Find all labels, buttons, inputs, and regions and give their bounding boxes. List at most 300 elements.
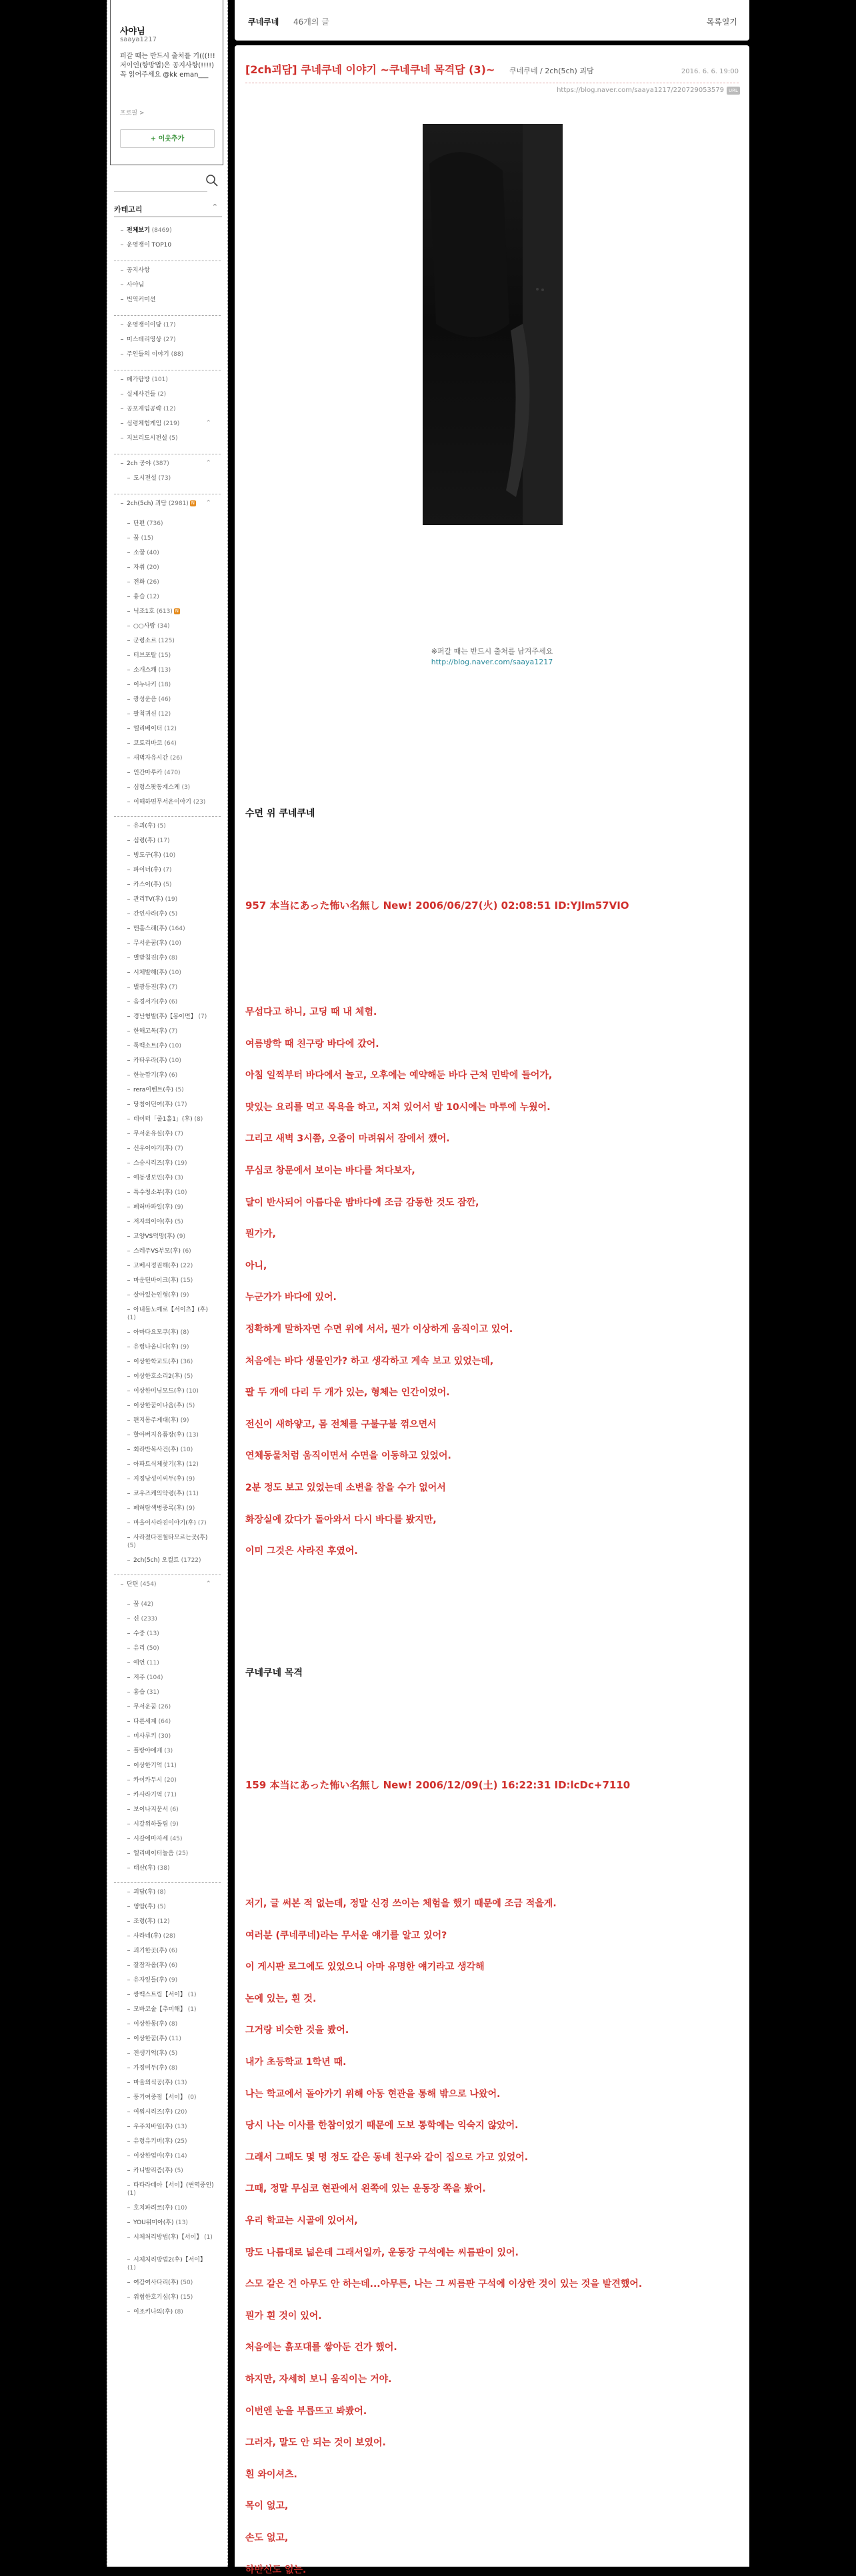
sidebar-category-item[interactable] <box>127 593 159 601</box>
bullet-icon <box>127 1265 130 1266</box>
sidebar-category-item[interactable] <box>127 1130 183 1138</box>
sidebar-category-label: 흉습 <box>133 1689 145 1696</box>
bullet-icon <box>127 972 130 973</box>
sidebar-category-label: 빙도구(후) <box>133 852 161 859</box>
sidebar-category-item[interactable] <box>121 281 144 289</box>
sidebar-category-label: 마을외식공(후) <box>133 2080 173 2086</box>
story-line: 화장실에 갔다가 돌아와서 다시 바다를 봤지만, <box>245 1514 437 1525</box>
sidebar-category-item[interactable] <box>121 1581 156 1589</box>
sidebar-category-label: 카니발리즘(후) <box>133 2168 173 2174</box>
sidebar-category-count: (15) <box>158 652 171 659</box>
sidebar-category-item[interactable] <box>127 2108 187 2116</box>
chevron-up-icon[interactable]: ⌃ <box>206 1581 211 1587</box>
post-photo[interactable] <box>423 124 563 525</box>
sidebar-category-item[interactable] <box>127 896 177 904</box>
sidebar-category-item[interactable] <box>127 1417 189 1425</box>
category-header-label: 카테고리 <box>114 205 143 214</box>
copy-url-button[interactable]: URL <box>727 87 740 95</box>
sidebar-category-count: (11) <box>169 2036 181 2042</box>
sidebar-category-count: (8) <box>169 955 178 962</box>
sidebar-category-count: (5) <box>186 1403 195 1409</box>
sidebar-category-item[interactable] <box>127 2182 214 2198</box>
bullet-icon <box>127 1332 130 1333</box>
sidebar-category-item[interactable] <box>127 1277 193 1285</box>
sidebar-category-item[interactable] <box>127 666 171 674</box>
sidebar-category-item[interactable] <box>127 1189 187 1197</box>
sidebar-category-label: 다른세계 <box>133 1718 157 1725</box>
sidebar-category-item[interactable] <box>127 2035 181 2043</box>
sidebar-category-item[interactable] <box>127 1042 181 1050</box>
sidebar-category-item[interactable] <box>127 2204 187 2212</box>
story-line: 무심코 창문에서 보이는 바다를 쳐다보자, <box>245 1165 415 1176</box>
sidebar-category-item[interactable] <box>127 1718 171 1726</box>
bullet-icon <box>127 567 130 568</box>
sidebar-category-count: (50) <box>147 1645 159 1652</box>
sidebar-category-item[interactable] <box>127 925 185 933</box>
bullet-icon <box>127 523 130 524</box>
sidebar-category-item[interactable] <box>127 1976 177 1984</box>
story-line: 2분 정도 보고 있었는데 소변을 참을 수가 없어서 <box>245 1483 446 1493</box>
sidebar-category-count: (9) <box>175 1204 183 1211</box>
sidebar-category-count: (10) <box>169 969 181 976</box>
sidebar-category-count: (73) <box>158 475 171 482</box>
sidebar-category-item[interactable] <box>127 1431 199 1439</box>
sidebar-category-count: (736) <box>147 520 163 527</box>
bullet-icon <box>127 2282 130 2283</box>
sidebar-category-item[interactable] <box>127 1071 177 1079</box>
sidebar-category-label: 유괴(후) <box>133 823 156 830</box>
sidebar-category-item[interactable] <box>127 637 175 645</box>
sidebar-category-item[interactable] <box>127 969 181 977</box>
bullet-icon <box>127 1405 130 1406</box>
sidebar-category-count: (12) <box>147 594 159 600</box>
sidebar-category-item[interactable] <box>127 1174 183 1182</box>
sidebar-category-item[interactable] <box>127 754 183 762</box>
profile-nickname[interactable]: 사야님 <box>120 27 145 37</box>
bullet-icon <box>127 2185 130 2186</box>
sidebar-category-item[interactable] <box>121 405 176 413</box>
sidebar-category-count: (10) <box>180 1447 193 1453</box>
sidebar-category-item[interactable] <box>127 1461 199 1469</box>
sidebar-category-label: 괴기한곳(후) <box>133 1948 167 1954</box>
story-line: 당시 나는 이사를 한참이었기 때문에 도보 통학에는 익숙지 않았어. <box>245 2120 519 2132</box>
sidebar-category-item[interactable] <box>127 1864 169 1872</box>
sidebar-category-item[interactable] <box>121 434 177 442</box>
sidebar-category-count: (20) <box>147 564 159 571</box>
add-neighbor-button[interactable]: + 이웃추가 <box>120 129 215 148</box>
sidebar-category-item[interactable] <box>127 798 205 806</box>
sidebar-category-item[interactable] <box>127 1747 173 1755</box>
sidebar-category-count: (8) <box>157 1889 166 1896</box>
story-line: 저기, 글 써본 적 없는데, 정말 신경 쓰이는 체험을 했기 때문에 조금 적을게. <box>245 1898 557 1909</box>
bullet-icon <box>127 1750 130 1751</box>
category-header[interactable] <box>114 204 222 216</box>
sidebar-category-label: 폐허마파일(후) <box>133 1204 173 1211</box>
sidebar-category-item[interactable] <box>127 1159 187 1167</box>
sidebar-category-item[interactable] <box>127 520 163 528</box>
bullet-icon <box>127 2126 130 2127</box>
sidebar-category-item[interactable] <box>127 1115 203 1123</box>
sidebar-category-label: 시체발해(후) <box>133 969 167 976</box>
sidebar-category-item[interactable] <box>127 1306 214 1322</box>
sidebar-category-item[interactable] <box>127 1991 196 1999</box>
post-url[interactable]: https://blog.naver.com/saaya1217/220729053579 <box>557 87 724 94</box>
sidebar-category-count: (3) <box>164 1748 173 1754</box>
bullet-icon <box>127 655 130 656</box>
sidebar-category-item[interactable] <box>127 1888 166 1896</box>
profile-more-link[interactable]: 프로필 > <box>120 110 145 117</box>
bullet-icon <box>127 1838 130 1839</box>
sidebar-category-count: (233) <box>141 1616 157 1622</box>
sidebar-category-item[interactable] <box>127 866 171 874</box>
post-category-path[interactable]: 쿠네쿠네 / 2ch(5ch) 괴담 <box>509 67 594 75</box>
sidebar-category-item[interactable] <box>127 1343 189 1351</box>
sidebar-category-item[interactable] <box>127 1247 191 1255</box>
sidebar-category-count: (5) <box>184 1373 193 1380</box>
bullet-icon <box>127 1361 130 1362</box>
sidebar-category-label: 터브포탈 <box>133 652 157 659</box>
sidebar-category-label: 전체보기 <box>127 227 150 234</box>
sidebar-category-item[interactable] <box>127 710 171 718</box>
sidebar-category-item[interactable] <box>127 740 177 748</box>
category-group-divider <box>114 816 221 817</box>
sidebar-category-item[interactable] <box>127 1644 159 1652</box>
sidebar-category-count: (19) <box>175 1160 187 1167</box>
sidebar-category-label: 이해하면무서운이야기 <box>133 799 191 806</box>
sidebar-category-item[interactable] <box>127 1615 157 1623</box>
sidebar-category-item[interactable] <box>127 1519 207 1527</box>
sidebar-category-item[interactable] <box>127 1446 193 1454</box>
sidebar-category-item[interactable] <box>127 1291 189 1299</box>
bullet-icon <box>127 787 130 788</box>
sidebar-category-label: 저주 <box>133 1674 145 1681</box>
category-post-count: 46개의 글 <box>293 17 329 27</box>
sidebar-category-label: 이누나키 <box>133 682 157 688</box>
bullet-icon <box>127 1493 130 1494</box>
sidebar-category-count: (20) <box>175 2109 187 2116</box>
sidebar-category-item[interactable] <box>127 1806 179 1814</box>
sidebar-category-item[interactable] <box>127 1903 166 1911</box>
sidebar-category-label: 2ch(5ch) 오컬트 <box>133 1557 179 1564</box>
sidebar-category-label: 고양VS덕망(후) <box>133 1233 175 1240</box>
sidebar-category-item[interactable] <box>127 1534 214 1550</box>
sidebar-category-item[interactable] <box>121 267 150 275</box>
sidebar-category-count: (5) <box>163 882 172 888</box>
sidebar-category-label: 공지사항 <box>127 267 150 274</box>
sidebar-category-item[interactable] <box>127 1932 175 1940</box>
bullet-icon <box>127 899 130 900</box>
sidebar-category-item[interactable] <box>127 1145 183 1153</box>
sidebar-category-label: 미사루키 <box>133 1733 157 1740</box>
sidebar-category-label: 꿈 <box>133 1601 139 1608</box>
sidebar-category-item[interactable] <box>127 2064 177 2072</box>
sidebar-category-label: 편지몸주게대(후) <box>133 1417 179 1424</box>
sidebar-category-label: 카스이(후) <box>133 882 161 888</box>
story-line: 아니, <box>245 1260 267 1271</box>
sidebar-category-item[interactable] <box>127 1203 183 1211</box>
sidebar-category-label: 엘리베이터 <box>133 726 163 732</box>
sidebar-category-label: 무서운꿈 <box>133 1704 157 1710</box>
sidebar-category-label: 엘리베이터놀음 <box>133 1850 174 1857</box>
chevron-up-icon[interactable]: ⌃ <box>206 420 211 426</box>
bullet-icon <box>127 2237 130 2238</box>
sidebar-category-label: 도시전설 <box>133 475 157 482</box>
sidebar-category-count: (11) <box>147 1660 159 1666</box>
sidebar-category-label: 간인사라(후) <box>133 911 167 918</box>
bullet-icon <box>121 408 123 409</box>
sidebar-category-item[interactable] <box>127 1732 171 1740</box>
sidebar-category-item[interactable] <box>127 2256 214 2272</box>
sidebar-category-count: (12) <box>164 726 177 732</box>
sidebar-category-item[interactable] <box>127 940 181 948</box>
sidebar-category-label: 2ch 공야 <box>127 460 151 467</box>
sidebar-category-count: (64) <box>164 740 177 747</box>
sidebar-category-item[interactable] <box>121 321 176 329</box>
sidebar-category-label: YOU위미아(후) <box>133 2220 174 2226</box>
bullet-icon <box>127 1633 130 1634</box>
sidebar-category-item[interactable] <box>127 622 169 630</box>
sidebar-category-label: 지브리도시전설 <box>127 435 167 442</box>
sidebar-category-count: (40) <box>147 550 159 556</box>
sidebar-category-count: (8) <box>194 1116 203 1123</box>
sidebar-category-item[interactable] <box>127 608 180 616</box>
sidebar-category-item[interactable] <box>127 1027 177 1035</box>
sidebar-category-item[interactable] <box>127 1373 193 1381</box>
sidebar-category-item[interactable] <box>127 2219 188 2227</box>
sidebar-category-item[interactable] <box>127 1791 177 1799</box>
sidebar-category-item[interactable] <box>127 725 177 733</box>
sidebar-category-item[interactable] <box>127 1776 177 1784</box>
sidebar-category-item[interactable] <box>127 2308 183 2316</box>
sidebar-category-count: (15) <box>180 2294 193 2301</box>
sidebar-category-label: 예언 <box>133 1660 145 1666</box>
sidebar-category-count: (7) <box>197 1520 207 1527</box>
current-category-name[interactable]: 쿠네쿠네 <box>248 17 279 27</box>
story-line: 목이 없고, <box>245 2501 289 2512</box>
sidebar-category-item[interactable] <box>127 1835 183 1843</box>
section-heading: 쿠네쿠네 목격 <box>245 1668 303 1678</box>
sidebar-category-item[interactable] <box>127 852 175 860</box>
sidebar-category-item[interactable] <box>127 2050 177 2058</box>
sidebar-category-count: (27) <box>163 336 176 343</box>
sidebar-category-item[interactable] <box>127 2234 214 2242</box>
sidebar-category-item[interactable] <box>127 2020 177 2028</box>
sidebar-category-item[interactable] <box>127 1329 189 1337</box>
sidebar-category-item[interactable] <box>127 1358 193 1366</box>
sidebar-category-item[interactable] <box>127 1505 195 1513</box>
sidebar-category-item[interactable] <box>127 652 171 660</box>
bullet-icon <box>127 1618 130 1619</box>
notice-link[interactable]: http://blog.naver.com/saaya1217 <box>431 658 553 666</box>
bullet-icon <box>127 611 130 612</box>
sidebar-category-item[interactable] <box>121 500 196 508</box>
sidebar-category-count: (7) <box>169 984 178 991</box>
sidebar-category-label: 유령유키버(후) <box>133 2138 173 2145</box>
sidebar-category-label: 플랑야에게 <box>133 1748 163 1754</box>
sidebar-category-count: (25) <box>175 1850 189 1857</box>
bullet-icon <box>127 1537 130 1538</box>
sidebar-category-item[interactable] <box>127 474 171 482</box>
sidebar-category-item[interactable] <box>127 998 177 1006</box>
sidebar-category-item[interactable] <box>127 1762 177 1770</box>
bullet-icon <box>127 2082 130 2083</box>
sidebar-category-count: (17) <box>175 1101 187 1108</box>
sidebar-category-item[interactable] <box>127 1490 199 1498</box>
story-line: 이미 그것은 사라진 후였어. <box>245 1546 358 1557</box>
category-group-divider <box>114 1882 221 1883</box>
sidebar-category-item[interactable] <box>127 1233 185 1241</box>
sidebar-category-label: 고베시정권해(후) <box>133 1263 179 1269</box>
sidebar-category-item[interactable] <box>127 578 159 586</box>
sidebar-category-item[interactable] <box>127 1086 184 1094</box>
bullet-icon <box>127 1089 130 1090</box>
sidebar-category-count: (9) <box>180 1344 189 1351</box>
sidebar-category-item[interactable] <box>127 1013 207 1021</box>
sidebar-category-item[interactable] <box>127 1659 159 1667</box>
sidebar-category-count: (125) <box>158 638 175 644</box>
sidebar-category-item[interactable] <box>127 1057 181 1065</box>
sidebar-category-item[interactable] <box>127 784 190 792</box>
sidebar-category-item[interactable] <box>127 1218 183 1226</box>
sidebar-category-count: (10) <box>163 852 176 859</box>
sidebar-category-label: 유자잎들(후) <box>133 1977 167 1984</box>
sidebar-category-item[interactable] <box>127 2123 187 2131</box>
sidebar-category-count: (8) <box>169 2065 178 2072</box>
sidebar-category-item[interactable] <box>127 564 159 572</box>
sidebar-category-item[interactable] <box>127 983 177 991</box>
sidebar-category-item[interactable] <box>127 681 171 689</box>
sidebar-category-count: (13) <box>175 2124 187 2130</box>
sidebar-category-item[interactable] <box>121 227 172 235</box>
sidebar-category-item[interactable] <box>121 390 166 398</box>
sidebar-category-item[interactable] <box>127 2293 193 2301</box>
sidebar-category-item[interactable] <box>127 1688 159 1696</box>
sidebar-category-item[interactable] <box>127 1947 177 1955</box>
sidebar-category-count: (71) <box>164 1792 177 1798</box>
sidebar-category-label: 군령소르 <box>133 638 157 644</box>
sidebar-category-count: (10) <box>175 1189 187 1196</box>
chevron-up-icon[interactable]: ⌃ <box>211 203 218 211</box>
profile-box <box>110 0 223 165</box>
bullet-icon <box>127 1104 130 1105</box>
sidebar-category-item[interactable] <box>127 1557 201 1565</box>
bullet-icon <box>127 1464 130 1465</box>
sidebar-category-item[interactable] <box>127 2079 187 2087</box>
story-line: 누군가가 바다에 있어. <box>245 1292 337 1303</box>
story-line: 팔 두 개에 다리 두 개가 있는, 형체는 인간이었어. <box>245 1387 450 1399</box>
sidebar-category-item[interactable] <box>127 1820 179 1828</box>
sidebar-category-item[interactable] <box>127 534 153 542</box>
sidebar-category-item[interactable] <box>127 2152 187 2160</box>
sidebar-category-label: 이상한호소리2(후) <box>133 1373 183 1380</box>
sidebar-category-count: (9) <box>186 1476 195 1483</box>
bullet-icon <box>121 379 123 380</box>
chevron-up-icon[interactable]: ⌃ <box>206 500 211 506</box>
bullet-icon <box>121 324 123 325</box>
sidebar-category-label: 이상한미닝모드(후) <box>133 1388 185 1395</box>
sidebar-category-label: 우주치바일(후) <box>133 2124 173 2130</box>
story-line: 달이 반사되어 아름다운 밤바다에 조금 감동한 것도 잠깐, <box>245 1197 479 1208</box>
sidebar-category-item[interactable] <box>127 1475 195 1483</box>
sidebar-category-item[interactable] <box>127 822 166 830</box>
sidebar-category-label: 시갈위하돌림 <box>133 1821 169 1828</box>
list-toggle-button[interactable]: 목록열기 <box>706 17 737 27</box>
sidebar-search-input[interactable] <box>114 191 207 192</box>
sidebar-category-item[interactable] <box>121 460 169 468</box>
story-line: 아침 일찍부터 바다에서 놀고, 오후에는 예약해둔 바다 근처 민박에 들어가, <box>245 1070 553 1081</box>
sidebar-category-item[interactable] <box>127 696 171 704</box>
sidebar-category-label: 카사라기역 <box>133 1792 163 1798</box>
sidebar-category-item[interactable] <box>127 881 171 889</box>
sidebar-category-item[interactable] <box>127 2006 196 2014</box>
sidebar-category-item[interactable] <box>121 420 179 428</box>
bullet-icon <box>127 2038 130 2039</box>
bullet-icon <box>127 855 130 856</box>
story-line: 처음에는 흙포대를 쌓아둔 건가 했어. <box>245 2342 397 2353</box>
bullet-icon <box>127 1280 130 1281</box>
sidebar-category-item[interactable] <box>127 954 177 962</box>
sidebar-category-item[interactable] <box>121 376 168 384</box>
sidebar-category-count: (46) <box>158 696 171 703</box>
bullet-icon <box>127 1906 130 1907</box>
bullet-icon <box>127 1677 130 1678</box>
sidebar-category-item[interactable] <box>127 549 159 557</box>
sidebar-category-item[interactable] <box>127 910 177 918</box>
sidebar-category-item[interactable] <box>127 1402 195 1410</box>
sidebar-category-item[interactable] <box>121 336 176 344</box>
sidebar-category-label: 무서운꿈(후) <box>133 940 167 947</box>
sidebar-category-count: (101) <box>151 376 168 383</box>
story-line: 흰 와이셔츠. <box>245 2469 297 2480</box>
chevron-up-icon[interactable]: ⌃ <box>206 460 211 466</box>
sidebar-category-label: 위험한호기심(후) <box>133 2294 179 2301</box>
sidebar-category-item[interactable] <box>127 1703 171 1711</box>
sidebar-category-label: 아파트식체찾기(후) <box>133 1461 185 1468</box>
bullet-icon <box>121 1584 123 1585</box>
sidebar-category-label: 이상한엄마(후) <box>133 2153 173 2160</box>
sidebar-category-item[interactable] <box>127 1918 169 1926</box>
sidebar-category-label: 무서운유실(후) <box>133 1131 173 1137</box>
bullet-icon <box>127 2009 130 2010</box>
sidebar-category-item[interactable] <box>127 2138 187 2146</box>
sidebar-category-item[interactable] <box>127 1850 188 1858</box>
sidebar-category-item[interactable] <box>127 1262 193 1270</box>
sidebar-category-item[interactable] <box>127 1630 159 1638</box>
sidebar-category-item[interactable] <box>127 2167 183 2175</box>
sidebar-category-count: (50) <box>180 2279 193 2286</box>
sidebar-category-item[interactable] <box>121 296 155 304</box>
sidebar-category-label: 번역커미션 <box>127 297 156 303</box>
sidebar-category-label: 파이너(후) <box>133 867 161 874</box>
sidebar-category-count: (9) <box>186 1505 195 1512</box>
sidebar-category-item[interactable] <box>127 1601 153 1609</box>
search-icon[interactable] <box>205 173 219 188</box>
story-line: 처음에는 바다 생물인가? 하고 생각하고 계속 보고 있었는데, <box>245 1355 494 1367</box>
sidebar-category-label: 관리TV(후) <box>133 896 163 903</box>
sidebar-category-item[interactable] <box>127 837 169 845</box>
sidebar-category-item[interactable] <box>127 769 181 777</box>
sidebar-category-item[interactable] <box>127 1387 199 1395</box>
sidebar-category-item[interactable] <box>127 2279 193 2287</box>
story-line: 뭔가가, <box>245 1229 276 1240</box>
sidebar-category-item[interactable] <box>127 1674 163 1682</box>
sidebar-category-item[interactable] <box>121 241 171 249</box>
sidebar-category-item[interactable] <box>121 350 183 358</box>
sidebar-category-item[interactable] <box>127 1962 177 1970</box>
sidebar-category-item[interactable] <box>127 2094 196 2102</box>
sidebar-category-item[interactable] <box>127 1101 187 1109</box>
sidebar-category-count: (13) <box>186 1432 199 1439</box>
